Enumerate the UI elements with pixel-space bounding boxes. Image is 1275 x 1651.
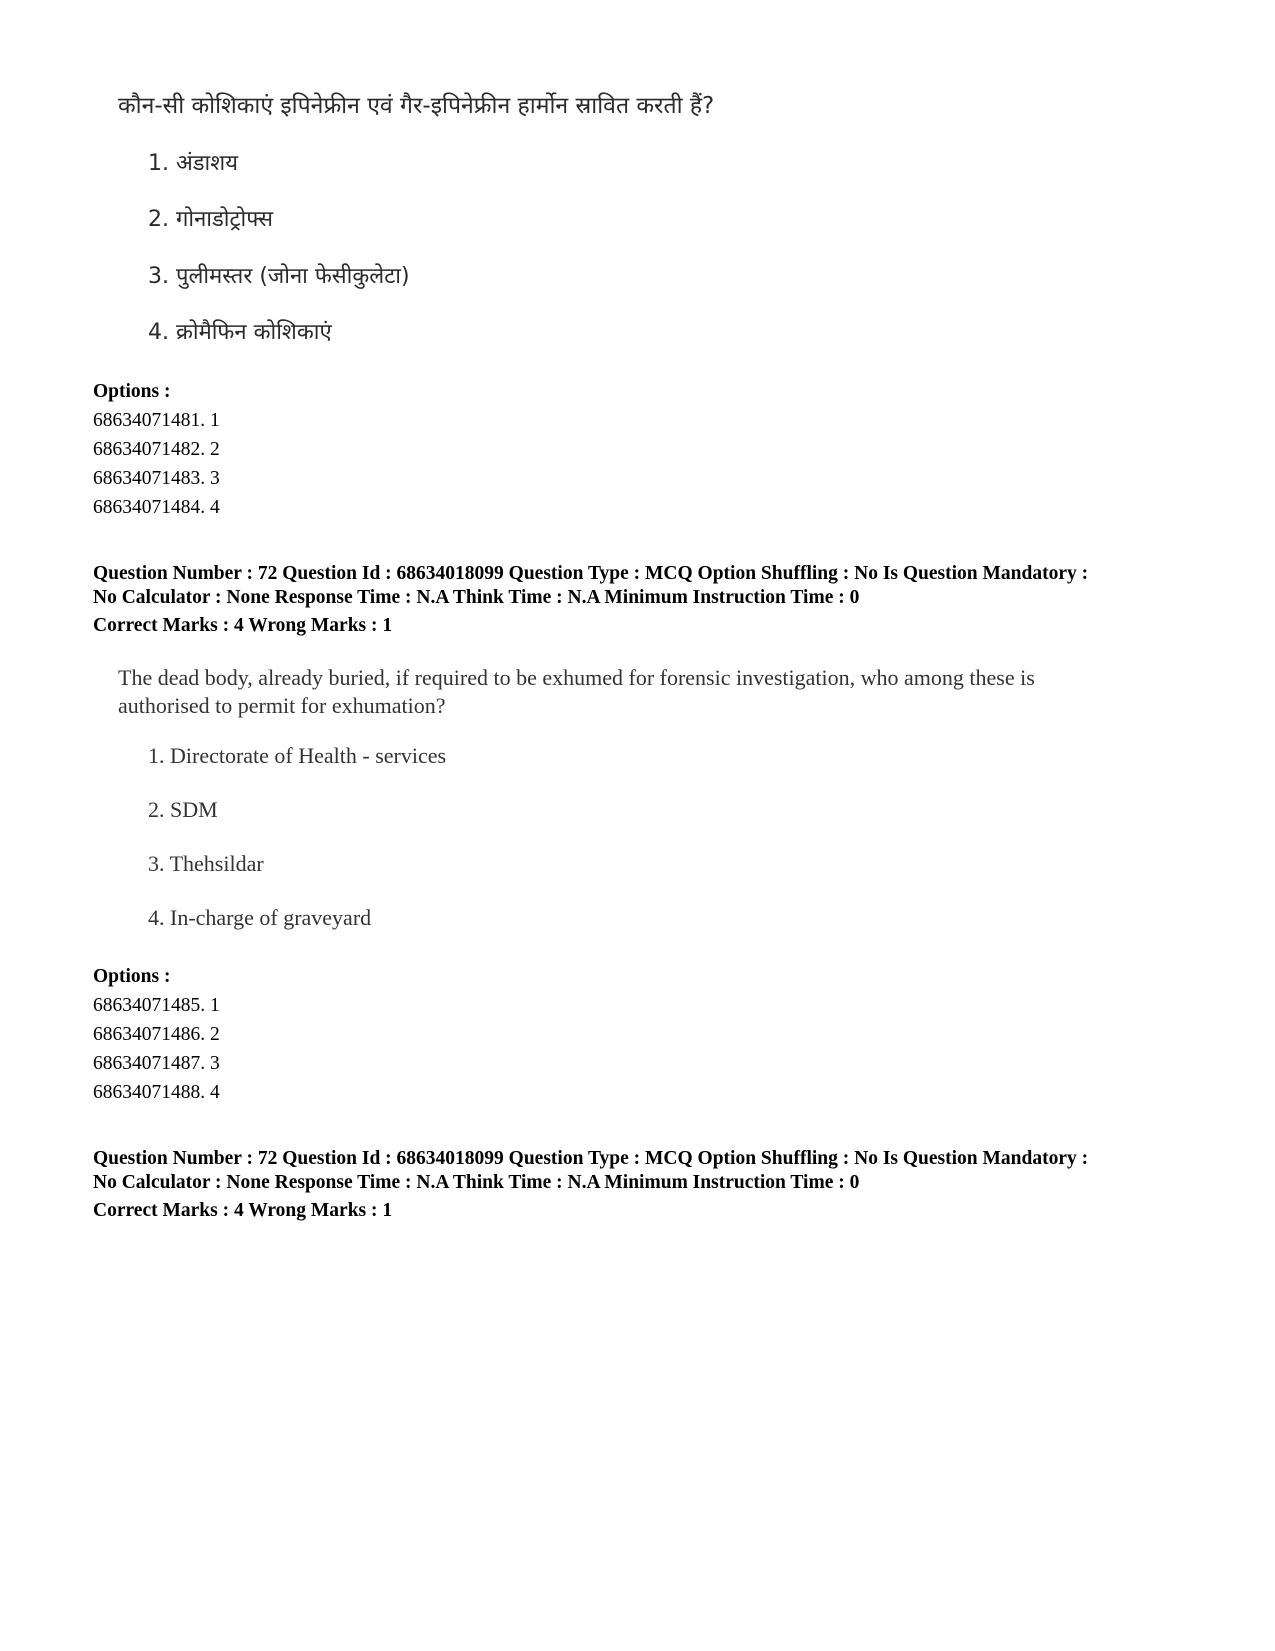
question-meta-line-2: No Calculator : None Response Time : N.A Think Time : N.A Minimum Instruction Time : 0 xyxy=(93,1172,860,1193)
english-question-line-2: authorised to permit for exhumation? xyxy=(118,693,446,718)
english-choice-2: 2. SDM xyxy=(148,797,218,822)
english-choice-4: 4. In-charge of graveyard xyxy=(148,905,372,930)
english-choice-1: 1. Directorate of Health - services xyxy=(148,743,447,768)
options-list xyxy=(93,991,220,1107)
english-question-text xyxy=(118,664,1198,720)
question-meta-line-1: Question Number : 72 Question Id : 68634018099 Question Type : MCQ Option Shuffling : No Is Question Mandatory : xyxy=(93,1148,1089,1169)
option-item: 68634071487. 3 xyxy=(93,1053,220,1074)
option-item: 68634071482. 2 xyxy=(93,439,220,460)
question-meta-line-1: Question Number : 72 Question Id : 68634018099 Question Type : MCQ Option Shuffling : No Is Question Mandatory : xyxy=(93,563,1089,584)
hindi-choice-3: 3. पुलीमस्तर (जोना फेसीकुलेटा) xyxy=(148,264,410,289)
options-label: Options : xyxy=(93,966,171,987)
question-meta-line-2: No Calculator : None Response Time : N.A Think Time : N.A Minimum Instruction Time : 0 xyxy=(93,587,860,608)
question-marks: Correct Marks : 4 Wrong Marks : 1 xyxy=(93,615,393,636)
english-question-line-1: The dead body, already buried, if required to be exhumed for forensic investigation, who among these is xyxy=(118,665,1035,690)
options-list xyxy=(93,406,220,522)
options-label: Options : xyxy=(93,381,171,402)
question-meta xyxy=(93,562,1088,638)
option-item: 68634071484. 4 xyxy=(93,497,220,518)
question-marks: Correct Marks : 4 Wrong Marks : 1 xyxy=(93,1200,393,1221)
option-item: 68634071488. 4 xyxy=(93,1082,220,1103)
hindi-choice-1: 1. अंडाशय xyxy=(148,151,238,176)
option-item: 68634071481. 1 xyxy=(93,410,220,431)
question-meta-repeat xyxy=(93,1147,1088,1223)
option-item: 68634071486. 2 xyxy=(93,1024,220,1045)
option-item: 68634071483. 3 xyxy=(93,468,220,489)
hindi-choice-4: 4. क्रोमैफिन कोशिकाएं xyxy=(148,320,332,345)
hindi-choice-2: 2. गोनाडोट्रोफ्स xyxy=(148,207,274,232)
option-item: 68634071485. 1 xyxy=(93,995,220,1016)
hindi-question-text: कौन-सी कोशिकाएं इपिनेफ्रीन एवं गैर-इपिनेफ्रीन हार्मोन स्रावित करती हैं? xyxy=(118,93,715,119)
english-choice-3: 3. Thehsildar xyxy=(148,851,264,876)
